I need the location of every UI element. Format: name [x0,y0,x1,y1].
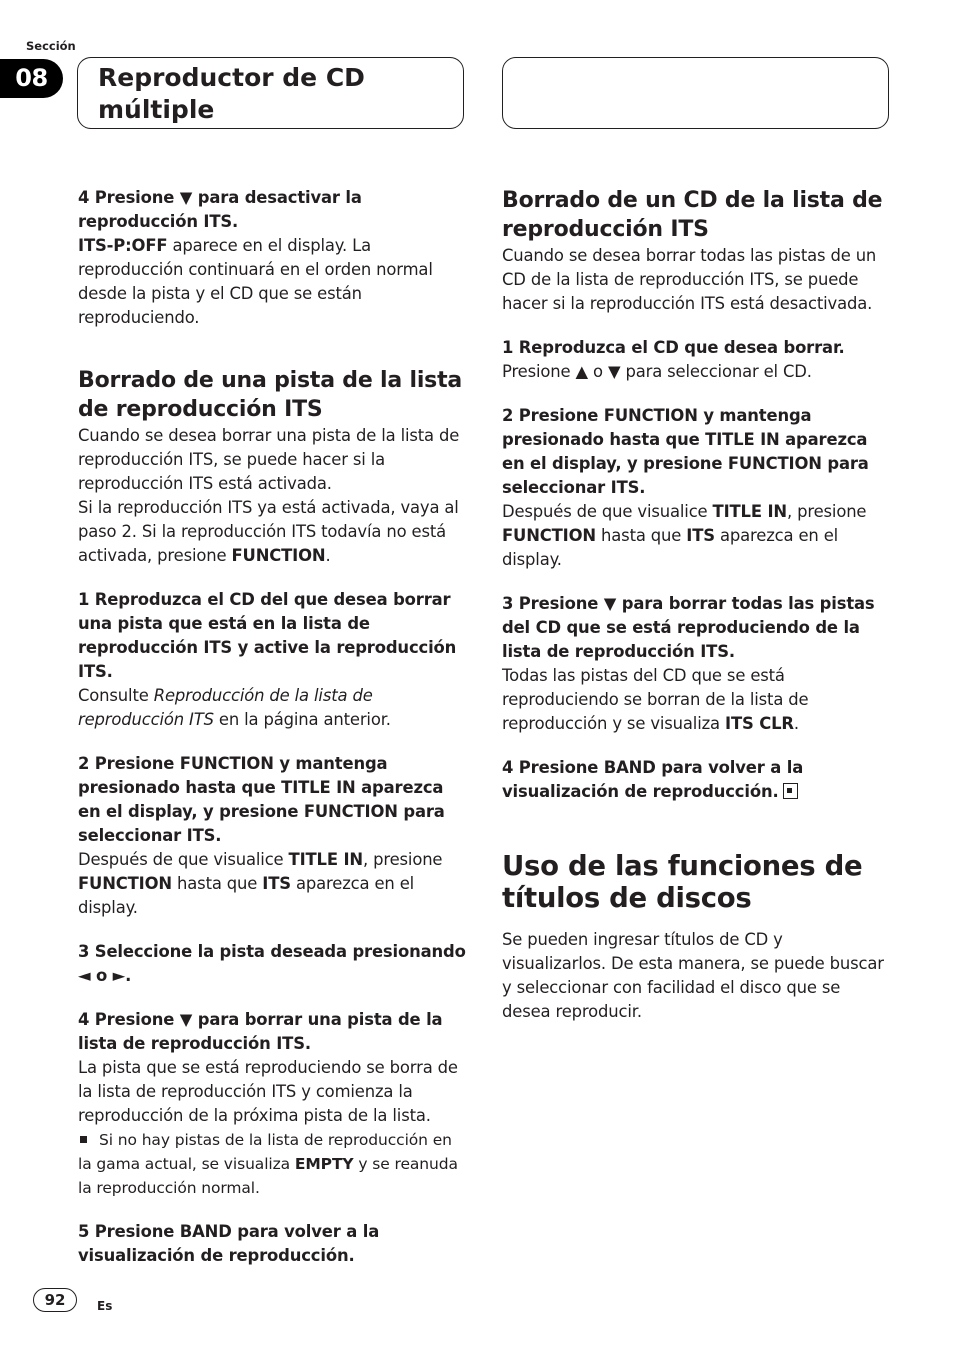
step-text [78,684,466,732]
note-bullet-icon [80,1136,87,1143]
display-term: TITLE IN [288,850,363,869]
text-run: 4 Presione BAND para volver a la visualización de reproducción. [502,758,804,801]
end-of-section-icon [783,783,798,799]
step-title: 2 Presione FUNCTION y mantenga presionado hasta que TITLE IN aparezca en el display, y presione FUNCTION para seleccionar ITS. [78,754,445,845]
text-run: , presione [362,850,443,869]
text-run: y se reanuda la reproducción normal. [78,1155,458,1197]
section-heading: Borrado de un CD de la lista de reproducción ITS [502,188,883,242]
text-run: Si la reproducción ITS ya está activada, vaya al paso 2. Si la reproducción ITS todavía no está activada, presione [78,498,459,565]
step-text [502,664,890,736]
step-text: La pista que se está reproduciendo se borra de la lista de reproducción ITS y comienza la reproducción de la próxima pista de la lista. [78,1058,458,1125]
language-code: Es [97,1299,113,1313]
paragraph: Cuando se desea borrar una pista de la lista de reproducción ITS, se puede hacer si la reproducción ITS está activada. [78,426,460,493]
text-run: Después de que visualice [502,502,713,521]
paragraph: Cuando se desea borrar todas las pistas de un CD de la lista de reproducción ITS, se puede hacer si la reproducción ITS está desactivada. [502,246,877,313]
text-run: en la página anterior. [213,710,391,729]
header-empty-box [502,57,889,129]
display-term: ITS CLR [725,714,794,733]
step-text [78,848,466,920]
button-term: FUNCTION [78,874,172,893]
text-run: aparezca en el display. [78,874,415,917]
button-term: FUNCTION [502,526,596,545]
text-run: Todas las pistas del CD que se está reproduciendo se borran de la lista de reproducción y se visualiza [502,666,809,733]
right-column [502,186,890,1024]
display-term: ITS-P:OFF [78,236,168,255]
display-term: TITLE IN [712,502,787,521]
text-run: hasta que [595,526,687,545]
display-term: ITS [262,874,291,893]
step-title: 4 Presione ▼ para desactivar la reproducción ITS. [78,188,362,231]
step-title: 1 Reproduzca el CD que desea borrar. [502,338,845,357]
display-term: EMPTY [294,1155,354,1173]
text-run: aparezca en el display. [502,526,839,569]
note [78,1128,466,1200]
step-text [78,234,466,330]
paragraph: Se pueden ingresar títulos de CD y visualizarlos. De esta manera, se puede buscar y seleccionar con facilidad el disco que se desea reproducir. [502,930,884,1021]
text-run: . [325,546,331,565]
left-column [78,186,466,1268]
step-title: 4 Presione ▼ para borrar una pista de la lista de reproducción ITS. [78,1010,443,1053]
step-title: 2 Presione FUNCTION y mantenga presionado hasta que TITLE IN aparezca en el display, y presione FUNCTION para seleccionar ITS. [502,406,869,497]
text-run: . [793,714,799,733]
header-title-box [77,57,464,129]
text-run: Después de que visualice [78,850,289,869]
text-run: Consulte [78,686,154,705]
step-title: 3 Presione ▼ para borrar todas las pistas del CD que se está reproduciendo de la lista de reproducción ITS. [502,594,875,661]
step-title: 5 Presione BAND para volver a la visualización de reproducción. [78,1222,380,1265]
button-term: FUNCTION [231,546,326,565]
page-title: Reproductor de CD múltiple [98,63,365,124]
paragraph [78,496,466,568]
text-run: hasta que [171,874,263,893]
display-term: ITS [686,526,715,545]
step-title: 1 Reproduzca el CD del que desea borrar una pista que está en la lista de reproducción ITS y active la reproducción ITS. [78,590,457,681]
step-title [502,756,890,804]
step-title: 3 Seleccione la pista deseada presionando ◄ o ►. [78,942,466,985]
section-heading: Borrado de una pista de la lista de reproducción ITS [78,368,463,422]
text-run: , presione [786,502,867,521]
chapter-heading: Uso de las funciones de títulos de discos [502,850,863,914]
page-number: 92 [33,1288,77,1312]
section-label: Sección [26,39,76,53]
text-run: aparece en el display. La reproducción continuará en el orden normal desde la pista y el CD que se están reproduciendo. [78,236,433,327]
cross-reference: Reproducción de la lista de reproducción ITS [78,686,373,729]
step-text [502,500,890,572]
section-number-badge: 08 [0,59,63,98]
step-text: Presione ▲ o ▼ para seleccionar el CD. [502,362,812,381]
text-run: Si no hay pistas de la lista de reproducción en la gama actual, se visualiza [78,1131,452,1173]
